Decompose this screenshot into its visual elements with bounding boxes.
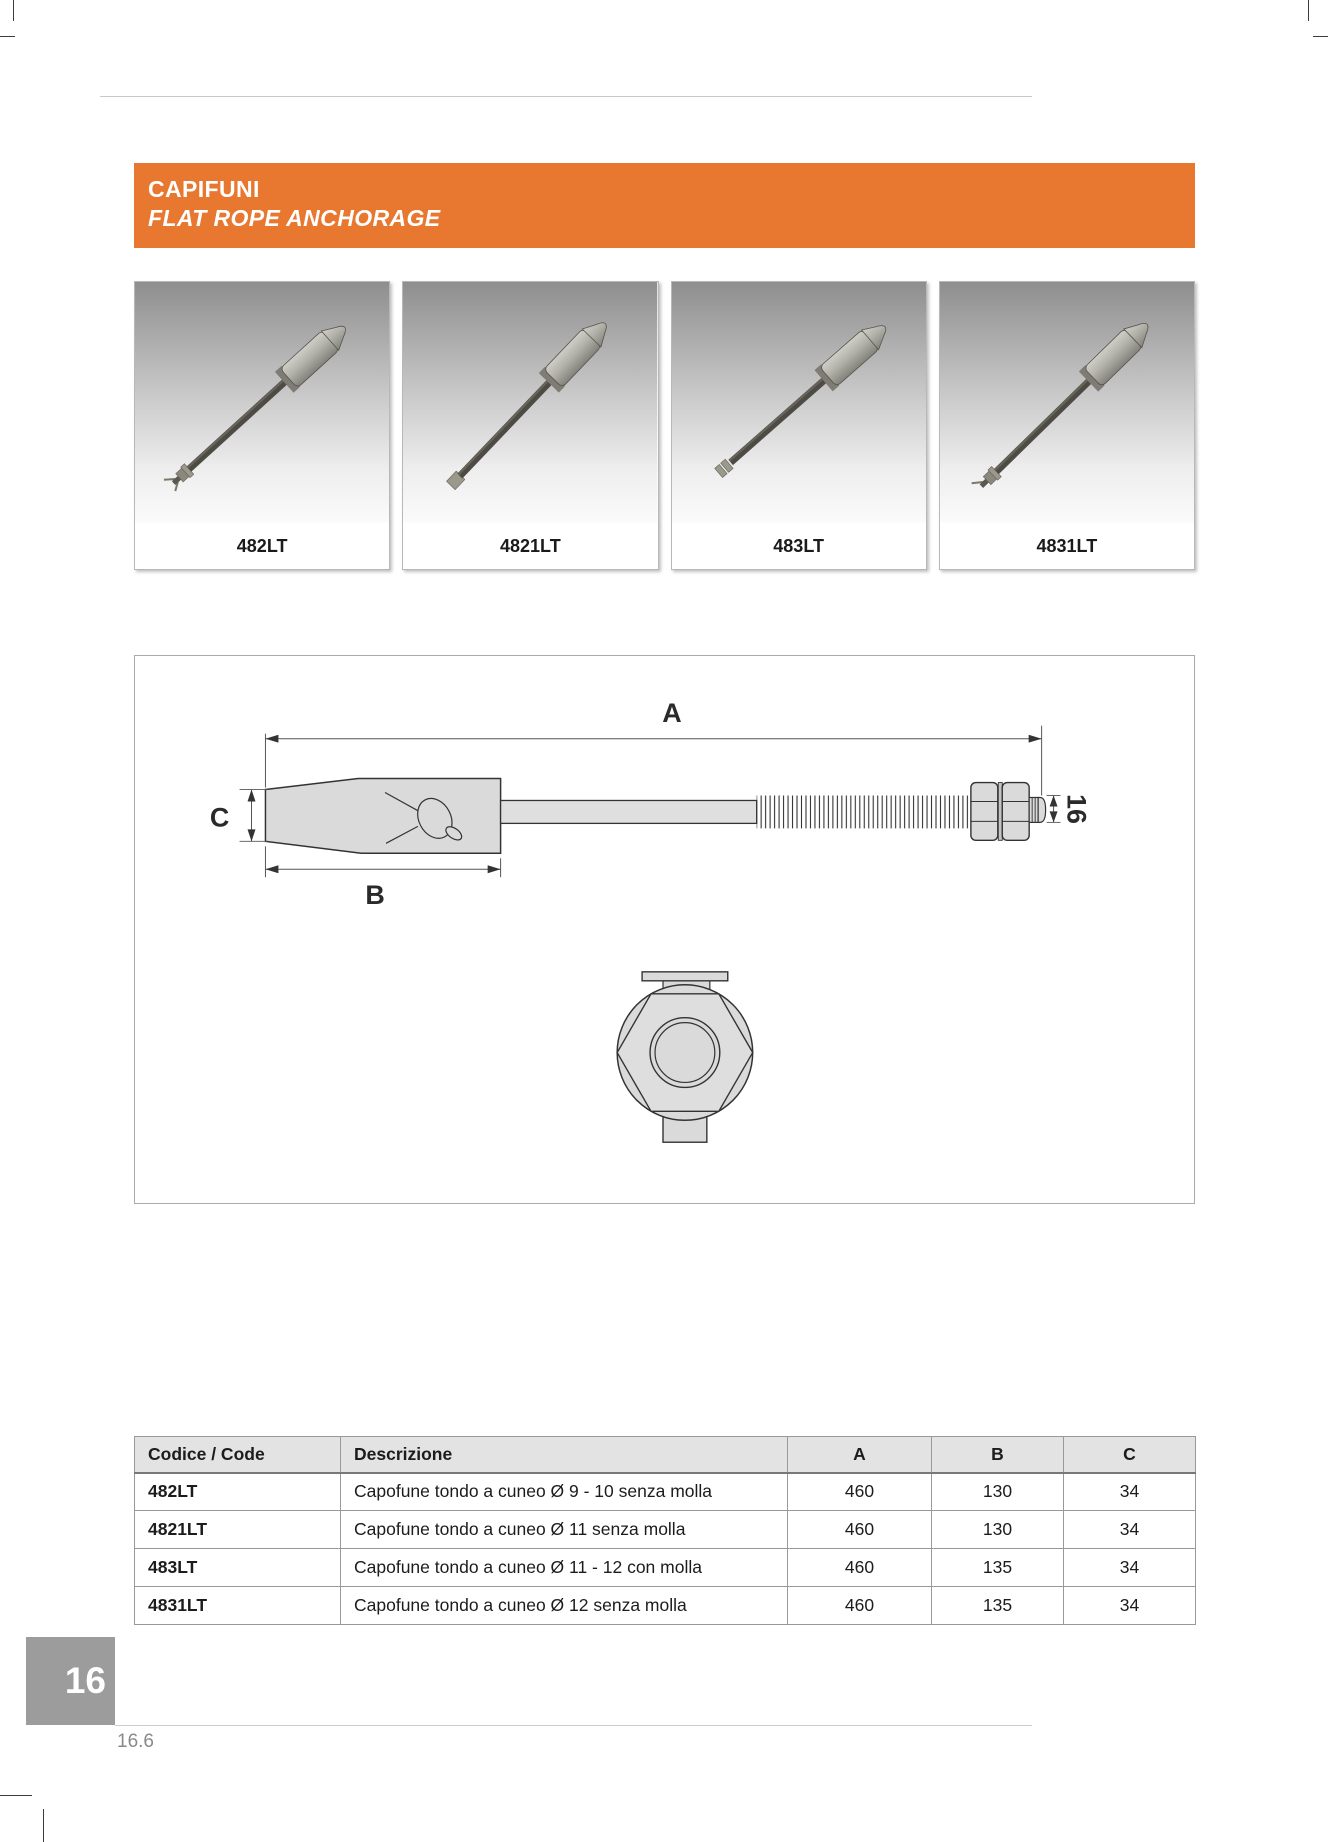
cell-b: 135 <box>932 1549 1064 1587</box>
product-card <box>939 281 1195 570</box>
header-description: Descrizione <box>341 1437 788 1473</box>
product-card <box>134 281 390 570</box>
crop-mark-top-right-v <box>1308 0 1309 21</box>
cell-a: 460 <box>788 1587 932 1625</box>
header-a: A <box>788 1437 932 1473</box>
table-row <box>135 1473 1196 1511</box>
dim-label-16: 16 <box>1061 793 1092 824</box>
crop-mark-top-left-h <box>0 36 15 37</box>
cell-code: 483LT <box>135 1549 341 1587</box>
cell-b: 130 <box>932 1511 1064 1549</box>
product-card <box>402 281 658 570</box>
chapter-number: 16 <box>64 1660 106 1701</box>
header-code: Codice / Code <box>135 1437 341 1473</box>
product-photo <box>403 282 657 523</box>
product-code-label: 4821LT <box>403 523 657 569</box>
rope-anchor-illustration <box>403 282 657 523</box>
technical-drawing <box>135 656 1194 1203</box>
cell-a: 460 <box>788 1511 932 1549</box>
crop-mark-top-left-v <box>13 0 14 21</box>
product-photo <box>672 282 926 523</box>
crop-mark-bottom-left-h <box>0 1795 32 1796</box>
crop-mark-top-right-h <box>1313 36 1328 37</box>
header-c: C <box>1064 1437 1196 1473</box>
section-subtitle: FLAT ROPE ANCHORAGE <box>148 205 441 231</box>
product-code-label: 482LT <box>135 523 389 569</box>
cell-description: Capofune tondo a cuneo Ø 12 senza molla <box>341 1587 788 1625</box>
section-banner <box>134 163 1195 248</box>
crop-mark-bottom-left-v <box>43 1809 44 1842</box>
technical-drawing-panel <box>134 655 1195 1204</box>
cell-code: 482LT <box>135 1473 341 1511</box>
cell-a: 460 <box>788 1473 932 1511</box>
product-code-label: 483LT <box>672 523 926 569</box>
header-b: B <box>932 1437 1064 1473</box>
table-row <box>135 1511 1196 1549</box>
rope-anchor-illustration <box>672 282 926 523</box>
cell-description: Capofune tondo a cuneo Ø 11 senza molla <box>341 1511 788 1549</box>
dim-label-a: A <box>662 697 682 728</box>
cell-description: Capofune tondo a cuneo Ø 11 - 12 con molla <box>341 1549 788 1587</box>
product-photo <box>135 282 389 523</box>
cell-code: 4821LT <box>135 1511 341 1549</box>
cell-c: 34 <box>1064 1549 1196 1587</box>
table-row <box>135 1587 1196 1625</box>
product-code-label: 4831LT <box>940 523 1194 569</box>
rope-anchor-illustration <box>135 282 389 523</box>
cell-code: 4831LT <box>135 1587 341 1625</box>
dim-label-b: B <box>365 880 385 911</box>
footer-rule <box>115 1725 1032 1726</box>
chapter-tab <box>26 1637 115 1725</box>
table-row <box>135 1549 1196 1587</box>
rope-anchor-illustration <box>940 282 1194 523</box>
product-cards-row <box>134 281 1195 570</box>
section-title: CAPIFUNI <box>148 176 260 202</box>
cell-c: 34 <box>1064 1511 1196 1549</box>
page-number: 16.6 <box>117 1731 154 1752</box>
product-photo <box>940 282 1194 523</box>
dim-label-c: C <box>209 802 230 833</box>
cell-description: Capofune tondo a cuneo Ø 9 - 10 senza molla <box>341 1473 788 1511</box>
cell-b: 130 <box>932 1473 1064 1511</box>
spec-table-header-row <box>135 1437 1196 1473</box>
product-card <box>671 281 927 570</box>
top-rule <box>100 96 1032 97</box>
cell-b: 135 <box>932 1587 1064 1625</box>
cell-c: 34 <box>1064 1473 1196 1511</box>
spec-table <box>134 1436 1196 1625</box>
cell-c: 34 <box>1064 1587 1196 1625</box>
cell-a: 460 <box>788 1549 932 1587</box>
